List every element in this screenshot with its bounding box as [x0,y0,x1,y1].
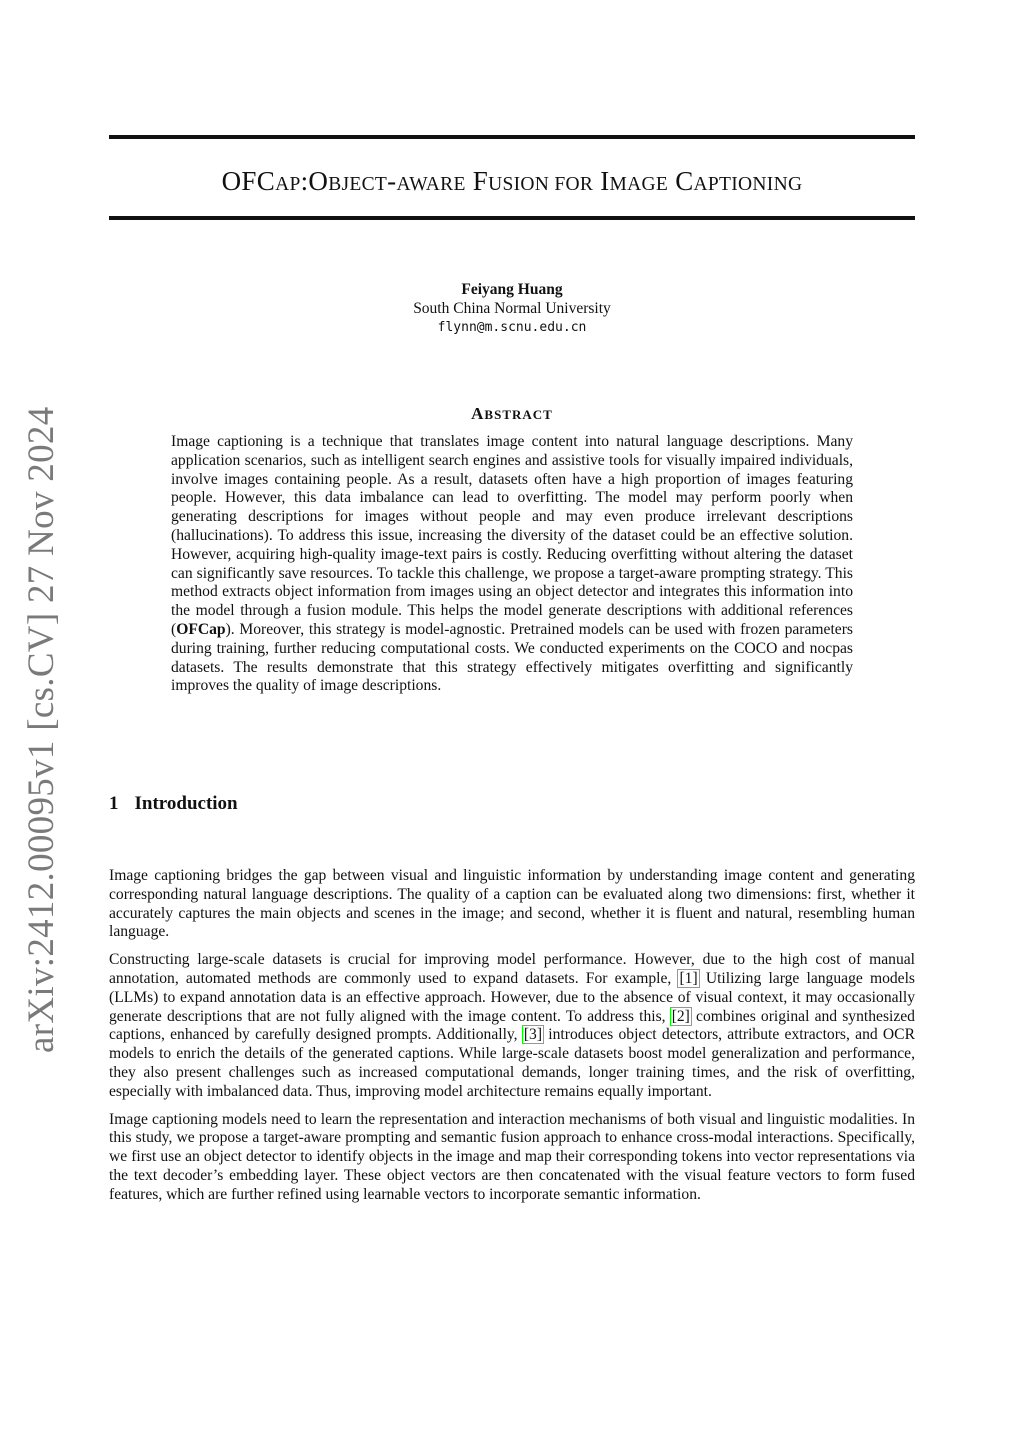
author-affiliation: South China Normal University [413,300,611,317]
title-rule-bottom [109,216,915,220]
paragraph: Image captioning models need to learn the representation and interaction mechanisms of both visual and linguistic modalities. In this study, we propose a target-aware prompting and semantic fusion approach to enhance cross-modal interactions. Specifically, we first use an object detector to identify objects in the image and map their corresponding tokens into vector representations via the text decoder’s embedding layer. These object vectors are then concatenated with the visual feature vectors to form fused features, which are further refined using learnable vectors to incorporate semantic information. [109,1110,915,1203]
paragraph: Image captioning bridges the gap between visual and linguistic information by understanding image content and generating corresponding natural language descriptions. The quality of a caption can be evaluated along two dimensions: first, whether it accurately captures the main objects and scenes in the image; and second, whether it is fluent and natural, resembling human language. [109,867,915,941]
title-rule-top [109,135,915,139]
introduction-body [109,867,915,1214]
paragraph: Constructing large-scale datasets is crucial for improving model performance. However, due to the high cost of manual annotation, automated methods are commonly used to expand datasets. For example, [1] Utilizing large language models (LLMs) to expand annotation data is an effective approach. However, due to the absence of visual context, it may occasionally generate descriptions that are not fully aligned with the image content. To address this, [2] combines original and synthesized captions, enhanced by carefully designed prompts. Additionally, [3] introduces object detectors, attribute extractors, and OCR models to enrich the details of the generated captions. While large-scale datasets boost model generalization and performance, they also present challenges such as increased computational demands, longer training times, and the risk of overfitting, especially with imbalanced data. Thus, improving model architecture remains equally important. [109,951,915,1100]
abstract-text: Image captioning is a technique that translates image content into natural language descriptions. Many application scenarios, such as intelligent search engines and assistive tools for visually impaired individuals, involve images containing people. As a result, datasets often have a high proportion of images featuring people. However, this data imbalance can lead to overfitting. The model may perform poorly when generating descriptions for images without people and may even produce irrelevant descriptions (hallucinations). To address this issue, increasing the diversity of the dataset could be an effective solution. However, acquiring high-quality image-text pairs is costly. Reducing overfitting without altering the dataset can significantly save resources. To tackle this challenge, we propose a target-aware prompting strategy. This method extracts object information from images using an object detector and integrates this information into the model through a fusion module. This helps the model generate descriptions with additional references (OFCap). Moreover, this strategy is model-agnostic. Pretrained models can be used with frozen parameters during training, further reducing computational costs. We conducted experiments on the COCO and nocpas datasets. The results demonstrate that this strategy effectively mitigates overfitting and significantly improves the quality of image descriptions. [171,433,853,695]
section-number: 1 [109,793,119,814]
section-heading [109,793,238,815]
author-block [109,280,915,337]
citation-link[interactable]: [2] [671,1007,690,1025]
arxiv-identifier-stamp: arXiv:2412.00095v1 [cs.CV] 27 Nov 2024 [21,406,62,1053]
method-name: OFCap [176,620,226,638]
author-email: flynn@m.scnu.edu.cn [437,320,587,335]
citation-link[interactable]: [1] [679,969,698,987]
author-name: Feiyang Huang [461,281,563,298]
citation-link[interactable]: [3] [523,1026,543,1044]
abstract-heading: ABSTRACT [471,404,553,423]
paper-title: OFCAP:OBJECT-AWARE FUSION FOR IMAGE CAPTIONING [221,166,803,196]
section-title: Introduction [134,793,238,814]
